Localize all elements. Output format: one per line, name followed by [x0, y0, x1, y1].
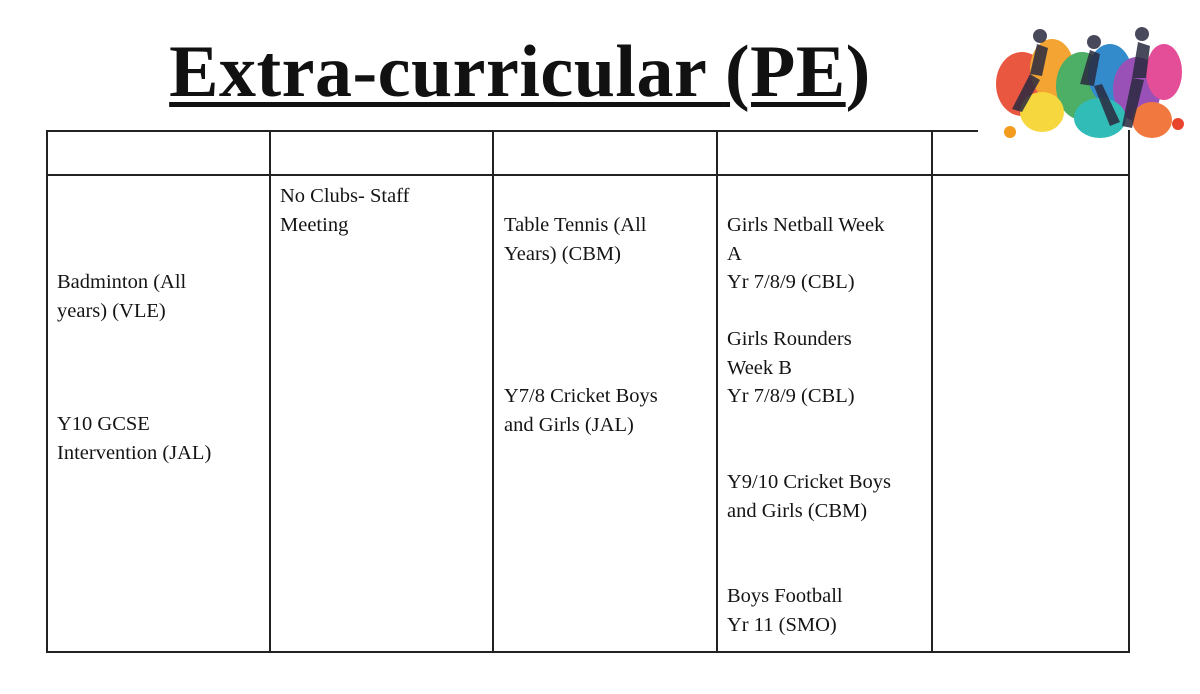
table-bottom-border — [46, 651, 1130, 653]
title-suffix: (PE — [724, 31, 846, 113]
club-entry: Girls Rounders Week B Yr 7/8/9 (CBL) — [727, 328, 855, 407]
club-entry: No Clubs- Staff Meeting — [280, 185, 410, 236]
table-header-divider — [46, 174, 1130, 176]
table-top-border — [46, 130, 978, 132]
club-entry: Y9/10 Cricket Boys and Girls (CBM) — [727, 471, 891, 522]
column-divider — [492, 130, 494, 653]
column-divider — [269, 130, 271, 653]
club-entry: Y10 GCSE Intervention (JAL) — [57, 413, 212, 464]
column-divider — [716, 130, 718, 653]
title-main: Extra-curricular — [169, 31, 725, 113]
club-entry: Y7/8 Cricket Boys and Girls (JAL) — [504, 385, 658, 436]
column-divider — [931, 130, 933, 653]
club-entry: Boys Football Yr 11 (SMO) — [727, 585, 843, 636]
table-left-border — [46, 130, 48, 653]
club-entry: Table Tennis (All Years) (CBM) — [504, 214, 647, 265]
club-entry: Badminton (All years) (VLE) — [57, 271, 187, 322]
club-entry: Girls Netball Week A Yr 7/8/9 (CBL) — [727, 214, 885, 293]
table-right-border — [1128, 130, 1130, 653]
sports-silhouettes-icon — [982, 14, 1192, 146]
page-title — [0, 30, 1040, 114]
title-close: ) — [845, 31, 871, 113]
